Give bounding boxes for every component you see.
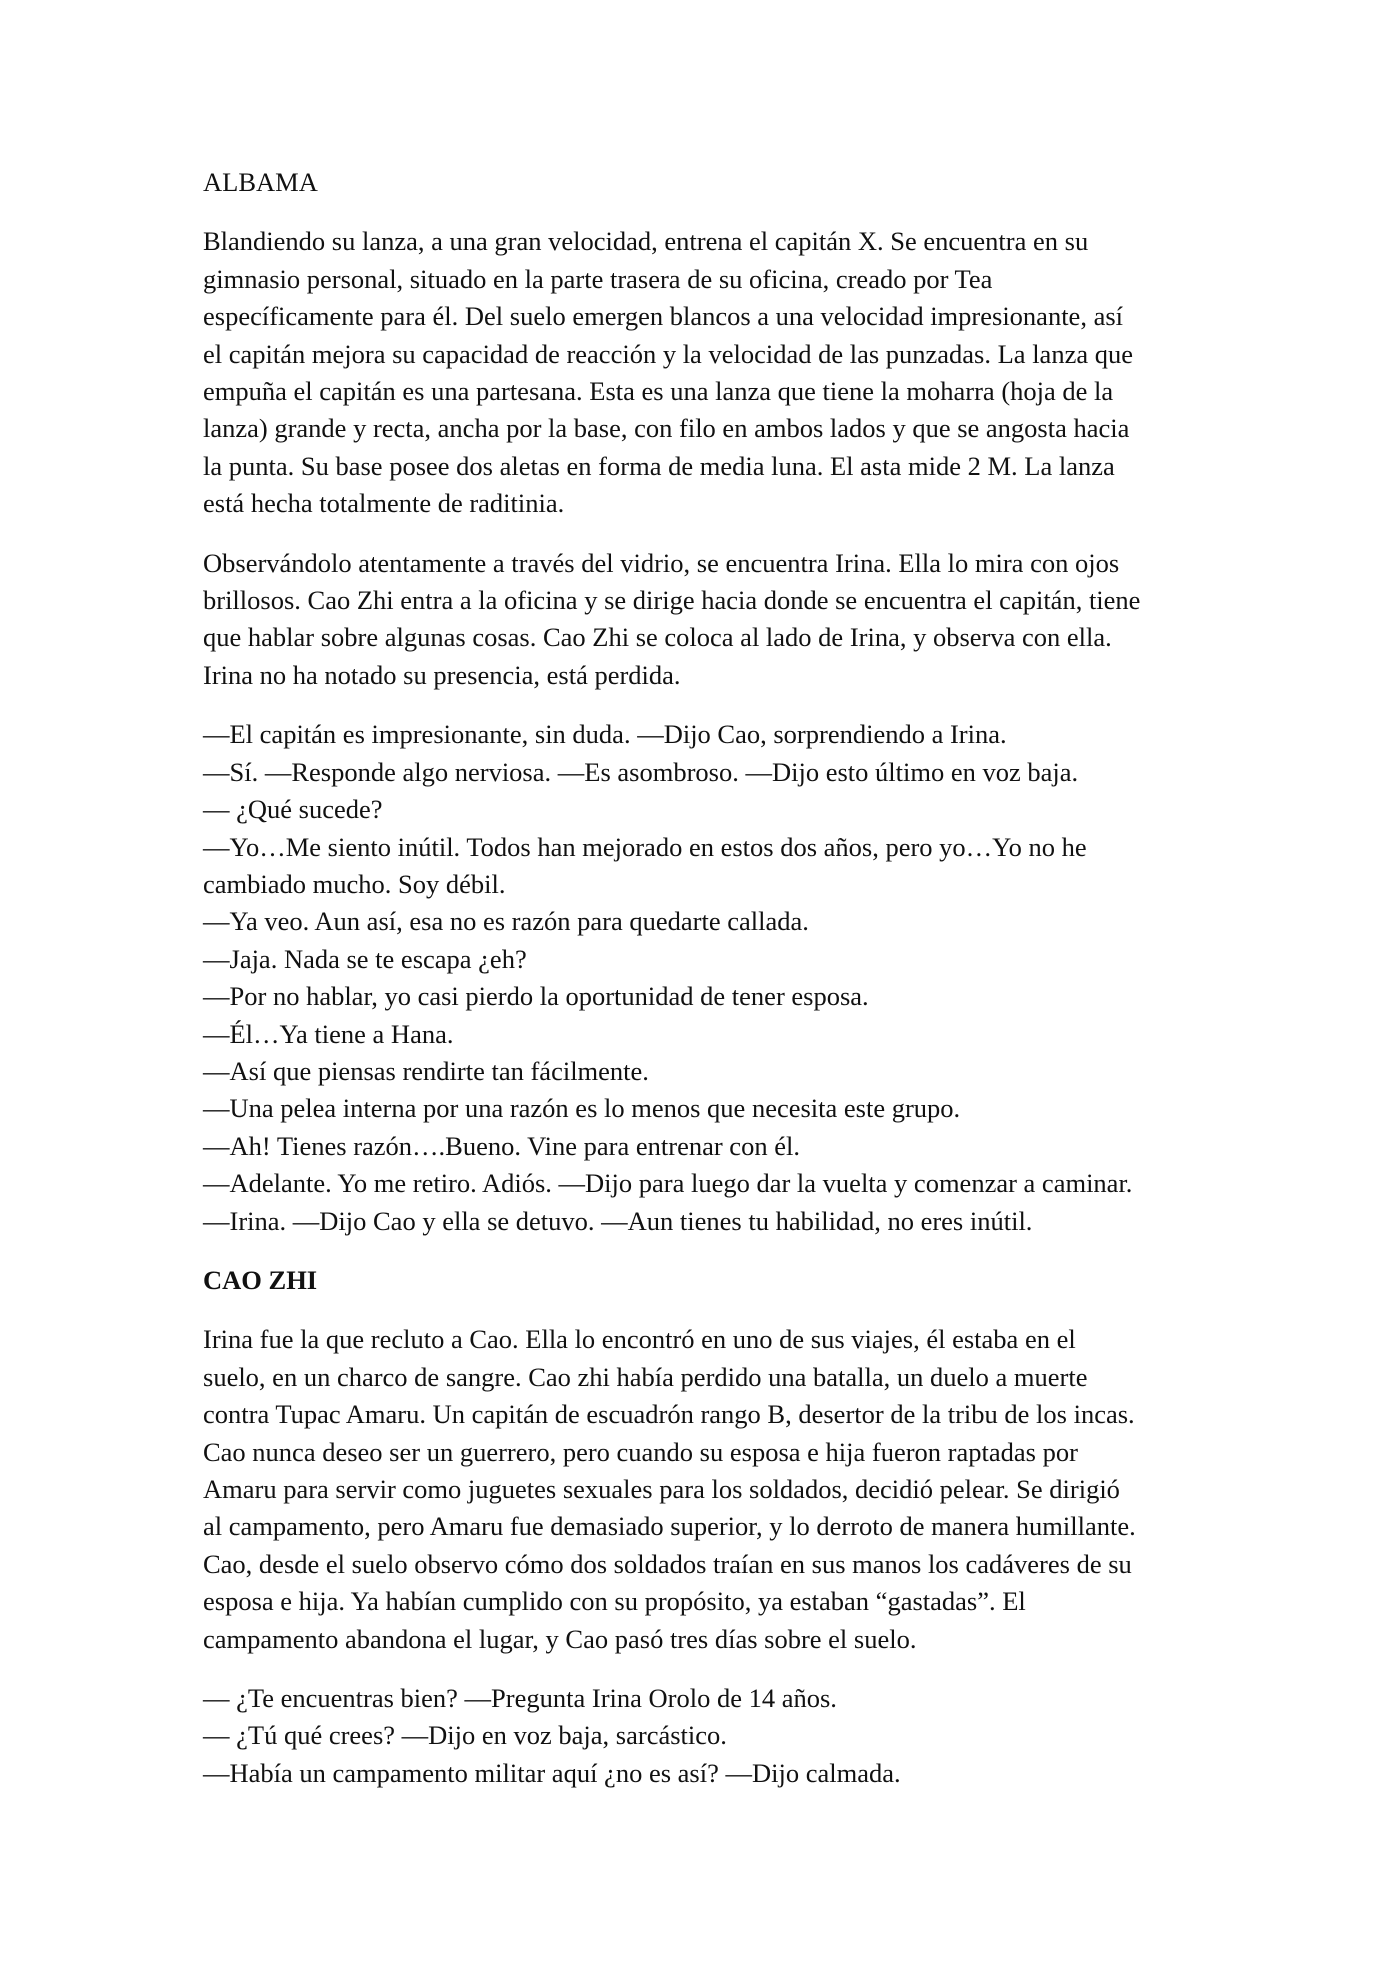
text-line: Irina fue la que recluto a Cao. Ella lo encontró en uno de sus viajes, él estaba en el xyxy=(203,1324,1076,1355)
dialogue-line: — ¿Te encuentras bien? —Pregunta Irina Orolo de 14 años. xyxy=(203,1683,837,1714)
section-title-cao-zhi: CAO ZHI xyxy=(203,1264,318,1295)
section-title-albama: ALBAMA xyxy=(203,167,318,197)
text-line: brillosos. Cao Zhi entra a la oficina y se dirige hacia donde se encuentra el capitán, tiene xyxy=(203,585,1141,616)
dialogue-line: —Yo…Me siento inútil. Todos han mejorado en estos dos años, pero yo…Yo no he xyxy=(203,831,1087,862)
text-line: está hecha totalmente de raditinia. xyxy=(203,488,565,519)
dialogue-line: —Por no hablar, yo casi pierdo la oportunidad de tener esposa. xyxy=(203,981,869,1012)
text-line: la punta. Su base posee dos aletas en forma de media luna. El asta mide 2 M. La lanza xyxy=(203,450,1115,481)
text-line: que hablar sobre algunas cosas. Cao Zhi se coloca al lado de Irina, y observa con ella. xyxy=(203,622,1112,653)
dialogue-line: — ¿Qué sucede? xyxy=(203,794,383,825)
dialogue-block-1 xyxy=(203,716,1213,1240)
text-line: al campamento, pero Amaru fue demasiado superior, y lo derroto de manera humillante. xyxy=(203,1511,1136,1542)
text-line: específicamente para él. Del suelo emergen blancos a una velocidad impresionante, así xyxy=(203,301,1124,332)
text-line: Amaru para servir como juguetes sexuales para los soldados, decidió pelear. Se dirigió xyxy=(203,1474,1120,1504)
document-page xyxy=(203,164,1213,1814)
text-line: empuña el capitán es una partesana. Esta es una lanza que tiene la moharra (hoja de la xyxy=(203,376,1114,407)
dialogue-line: —Así que piensas rendirte tan fácilmente. xyxy=(203,1055,649,1086)
text-line: Blandiendo su lanza, a una gran velocidad, entrena el capitán X. Se encuentra en su xyxy=(203,226,1089,257)
dialogue-line: —Ah! Tienes razón….Bueno. Vine para entrenar con él. xyxy=(203,1130,800,1161)
text-line: Observándolo atentamente a través del vidrio, se encuentra Irina. Ella lo mira con ojos xyxy=(203,547,1120,578)
dialogue-line: —Había un campamento militar aquí ¿no es así? —Dijo calmada. xyxy=(203,1757,901,1788)
dialogue-line: —Jaja. Nada se te escapa ¿eh? xyxy=(203,943,527,974)
dialogue-line: —El capitán es impresionante, sin duda. —Dijo Cao, sorprendiendo a Irina. xyxy=(203,719,1007,750)
text-line: Cao, desde el suelo observo cómo dos soldados traían en sus manos los cadáveres de su xyxy=(203,1548,1132,1579)
text-line: suelo, en un charco de sangre. Cao zhi había perdido una batalla, un duelo a muerte xyxy=(203,1361,1088,1392)
text-line: esposa e hija. Ya habían cumplido con su propósito, ya estaban “gastadas”. El xyxy=(203,1586,1026,1617)
text-line: gimnasio personal, situado en la parte trasera de su oficina, creado por Tea xyxy=(203,263,993,294)
dialogue-line: —Adelante. Yo me retiro. Adiós. —Dijo para luego dar la vuelta y comenzar a caminar. xyxy=(203,1168,1133,1199)
dialogue-line: —Él…Ya tiene a Hana. xyxy=(203,1018,454,1049)
dialogue-line: —Una pelea interna por una razón es lo menos que necesita este grupo. xyxy=(203,1093,961,1124)
text-line: el capitán mejora su capacidad de reacción y la velocidad de las punzadas. La lanza que xyxy=(203,338,1133,369)
dialogue-line: — ¿Tú qué crees? —Dijo en voz baja, sarcástico. xyxy=(203,1720,727,1751)
dialogue-block-2 xyxy=(203,1680,1213,1792)
dialogue-line: cambiado mucho. Soy débil. xyxy=(203,868,506,899)
paragraph-1 xyxy=(203,223,1213,522)
dialogue-line: —Irina. —Dijo Cao y ella se detuvo. —Aun tienes tu habilidad, no eres inútil. xyxy=(203,1205,1033,1236)
text-line: lanza) grande y recta, ancha por la base, con filo en ambos lados y que se angosta hacia xyxy=(203,413,1130,444)
paragraph-2 xyxy=(203,545,1213,695)
paragraph-3 xyxy=(203,1321,1213,1658)
text-line: Irina no ha notado su presencia, está perdida. xyxy=(203,659,681,690)
text-line: contra Tupac Amaru. Un capitán de escuadrón rango B, desertor de la tribu de los incas. xyxy=(203,1399,1135,1430)
dialogue-line: —Sí. —Responde algo nerviosa. —Es asombroso. —Dijo esto último en voz baja. xyxy=(203,756,1079,787)
dialogue-line: —Ya veo. Aun así, esa no es razón para quedarte callada. xyxy=(203,906,809,937)
text-line: Cao nunca deseo ser un guerrero, pero cuando su esposa e hija fueron raptadas por xyxy=(203,1436,1078,1467)
text-line: campamento abandona el lugar, y Cao pasó tres días sobre el suelo. xyxy=(203,1623,917,1654)
